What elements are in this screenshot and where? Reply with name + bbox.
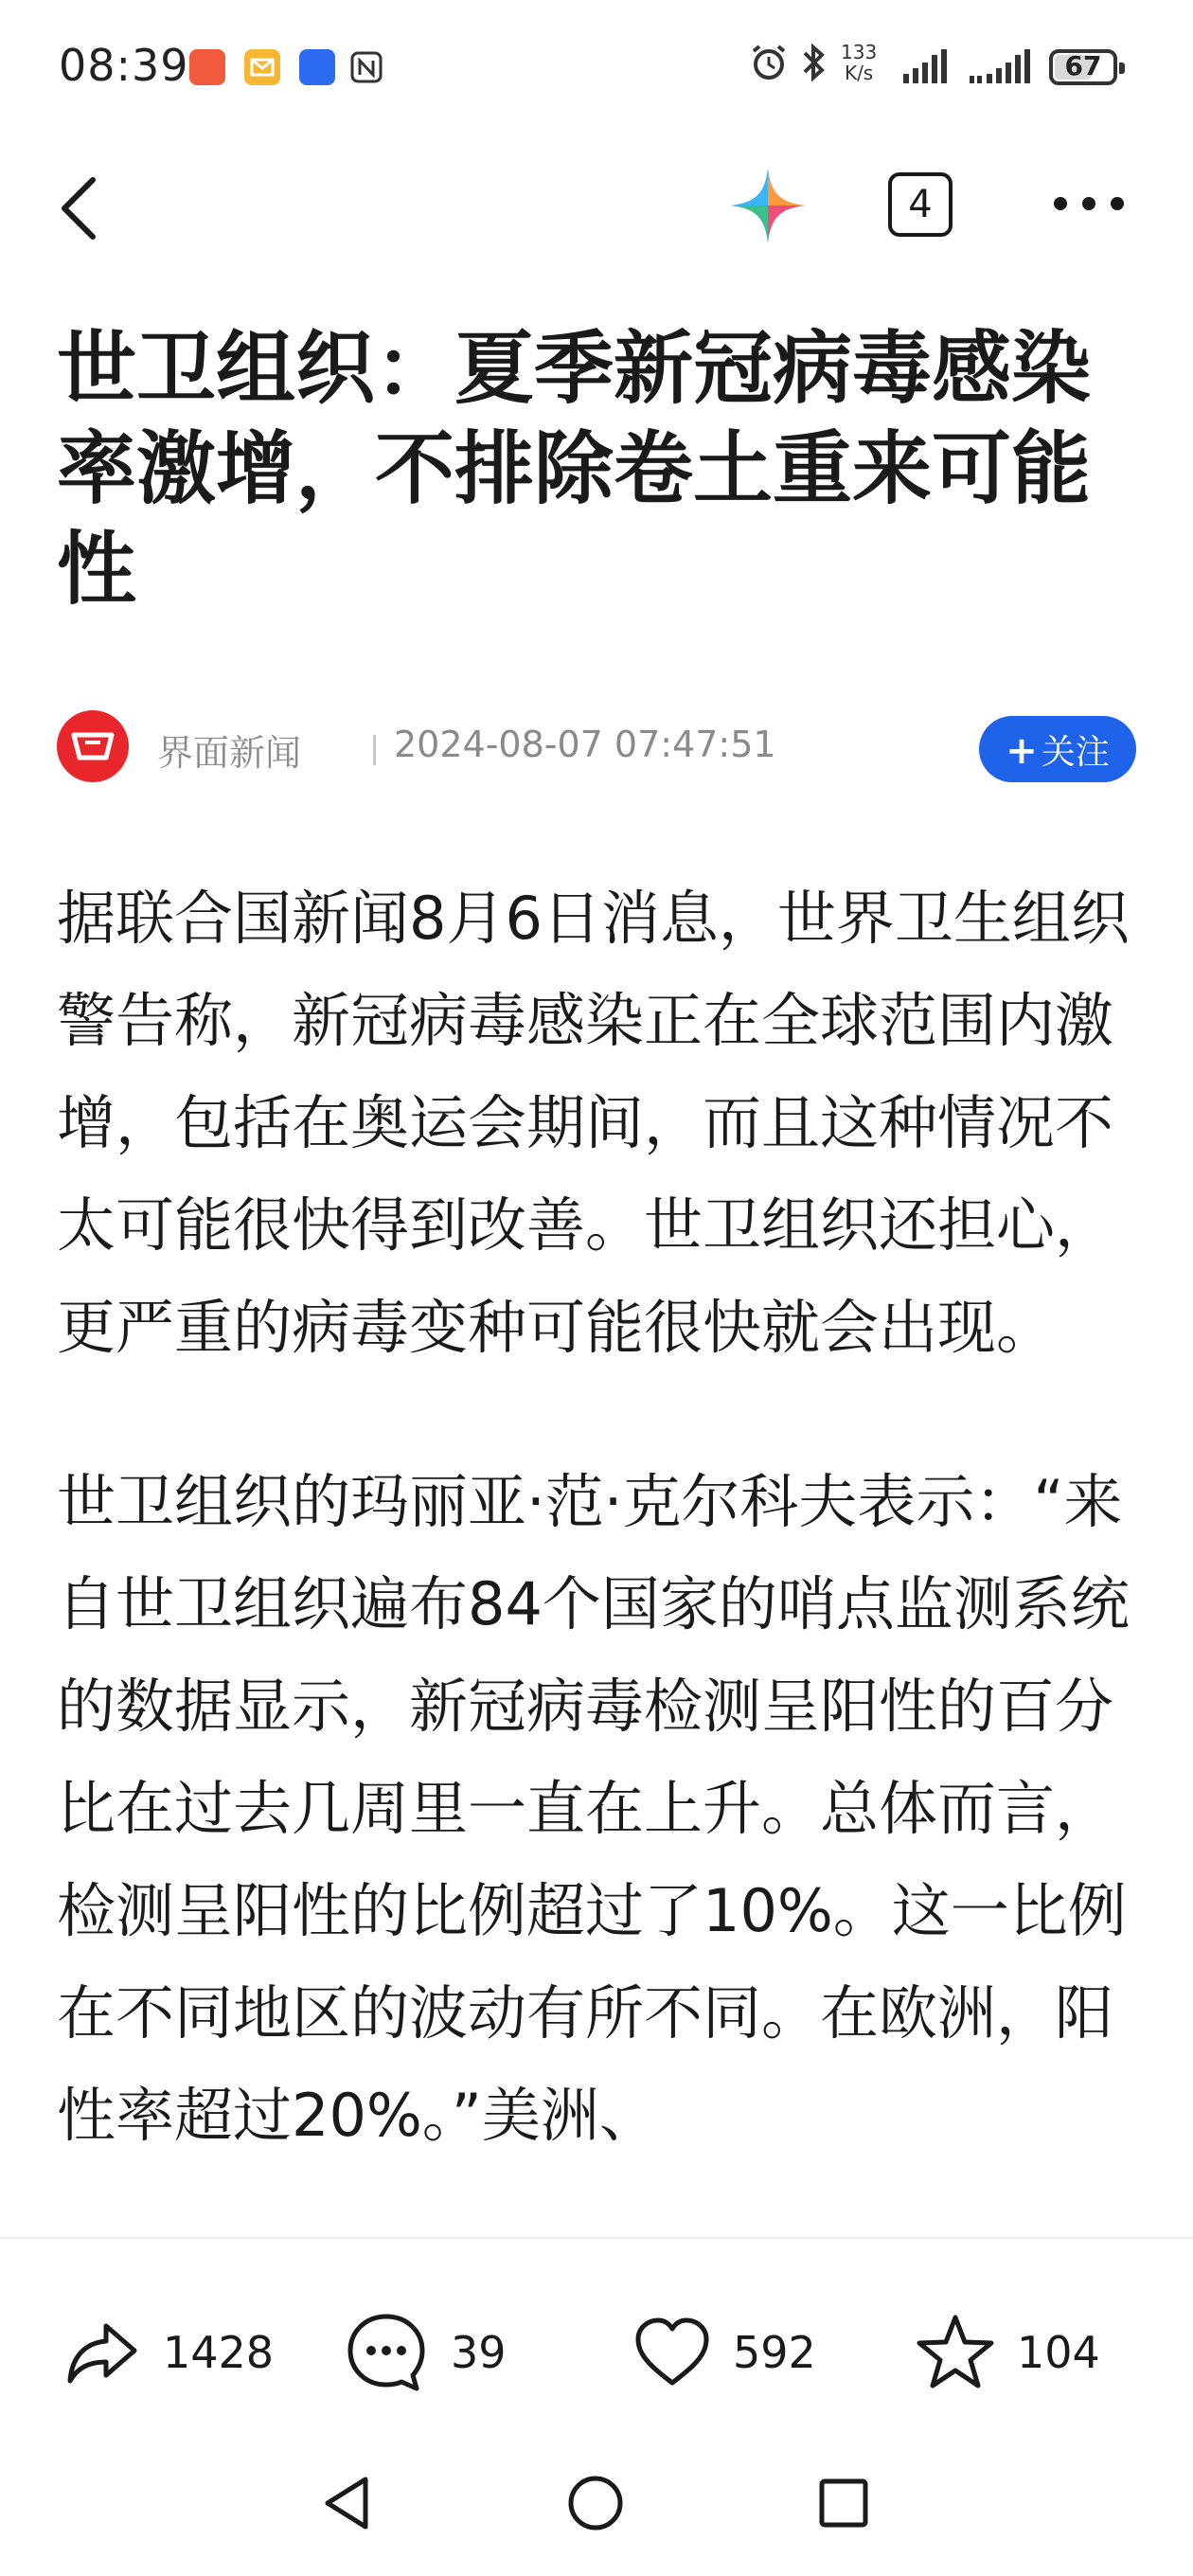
top-navigation (0, 142, 1193, 265)
author-row (57, 708, 1136, 784)
battery-level: 67 (1064, 50, 1102, 81)
square-recents-icon (810, 2470, 877, 2536)
alarm-icon (748, 42, 790, 87)
battery-tip (1119, 63, 1125, 74)
share-action[interactable] (62, 2305, 274, 2400)
share-icon (62, 2313, 142, 2392)
article-body (57, 868, 1136, 2231)
status-time: 08:39 (59, 40, 189, 91)
comment-icon (343, 2309, 430, 2396)
source-name[interactable]: 界面新闻 (157, 732, 302, 774)
system-recents-button[interactable] (810, 2470, 877, 2539)
comment-count: 39 (451, 2327, 507, 2378)
network-speed (841, 42, 877, 83)
back-arrow-icon (51, 170, 108, 246)
bluetooth-icon (797, 42, 829, 87)
star-icon (915, 2312, 996, 2393)
system-back-button[interactable] (318, 2470, 375, 2539)
system-navigation-bar (0, 2451, 1193, 2576)
heart-icon (632, 2313, 712, 2392)
more-options-button[interactable] (1051, 180, 1127, 227)
source-avatar[interactable] (57, 710, 129, 782)
system-home-button[interactable] (562, 2470, 629, 2539)
tabs-count-button[interactable]: 4 (888, 172, 953, 237)
signal-icon (901, 47, 951, 89)
share-count: 1428 (163, 2327, 275, 2378)
circle-home-icon (562, 2470, 629, 2536)
follow-button[interactable] (979, 716, 1136, 782)
article-title: 世卫组织：夏季新冠病毒感染率激增，不排除卷土重来可能性 (57, 322, 1092, 616)
battery-indicator (1049, 49, 1117, 85)
more-dots-icon (1051, 180, 1127, 227)
triangle-back-icon (318, 2470, 375, 2536)
meta-separator (373, 735, 376, 765)
like-action[interactable] (632, 2305, 816, 2400)
article-paragraph: 世卫组织的玛丽亚·范·克尔科夫表示：“来自世卫组织遍布84个国家的哨点监测系统的数据显示，新冠病毒检测呈阳性的百分比在过去几周里一直在上升。总体而言，检测呈阳性的比例超过了10%。这一比例在不同地区的波动有所不同。在欧洲，阳性率超过20%。”美洲、 (57, 1467, 1130, 2150)
source-logo-icon (57, 710, 129, 782)
favorite-count: 104 (1017, 2327, 1100, 2378)
favorite-action[interactable] (915, 2305, 1100, 2400)
nfc-icon (348, 49, 384, 85)
mail-app-icon (189, 49, 225, 85)
network-speed-value: 133 (841, 41, 878, 63)
like-count: 592 (733, 2327, 816, 2378)
back-button[interactable] (51, 170, 108, 246)
article-paragraph: 据联合国新闻8月6日消息，世界卫生组织警告称，新冠病毒感染正在全球范围内激增，包括在奥运会期间，而且这种情况不太可能很快得到改善。世卫组织还担心，更严重的病毒变种可能很快就会出现。 (57, 884, 1130, 1362)
app-notification-icon (299, 49, 335, 85)
comment-action[interactable] (343, 2305, 507, 2400)
action-bar (0, 2237, 1193, 2453)
plus-icon: + (1006, 728, 1038, 773)
follow-label: 关注 (1041, 732, 1110, 772)
publish-datetime: 2024-08-07 07:47:51 (394, 724, 776, 765)
message-app-icon (244, 49, 280, 85)
ai-assistant-button[interactable] (727, 165, 809, 246)
ai-sparkle-icon (727, 165, 809, 246)
signal-icon-2 (968, 47, 1036, 89)
status-bar (0, 0, 1193, 142)
network-speed-unit: K/s (844, 62, 874, 84)
